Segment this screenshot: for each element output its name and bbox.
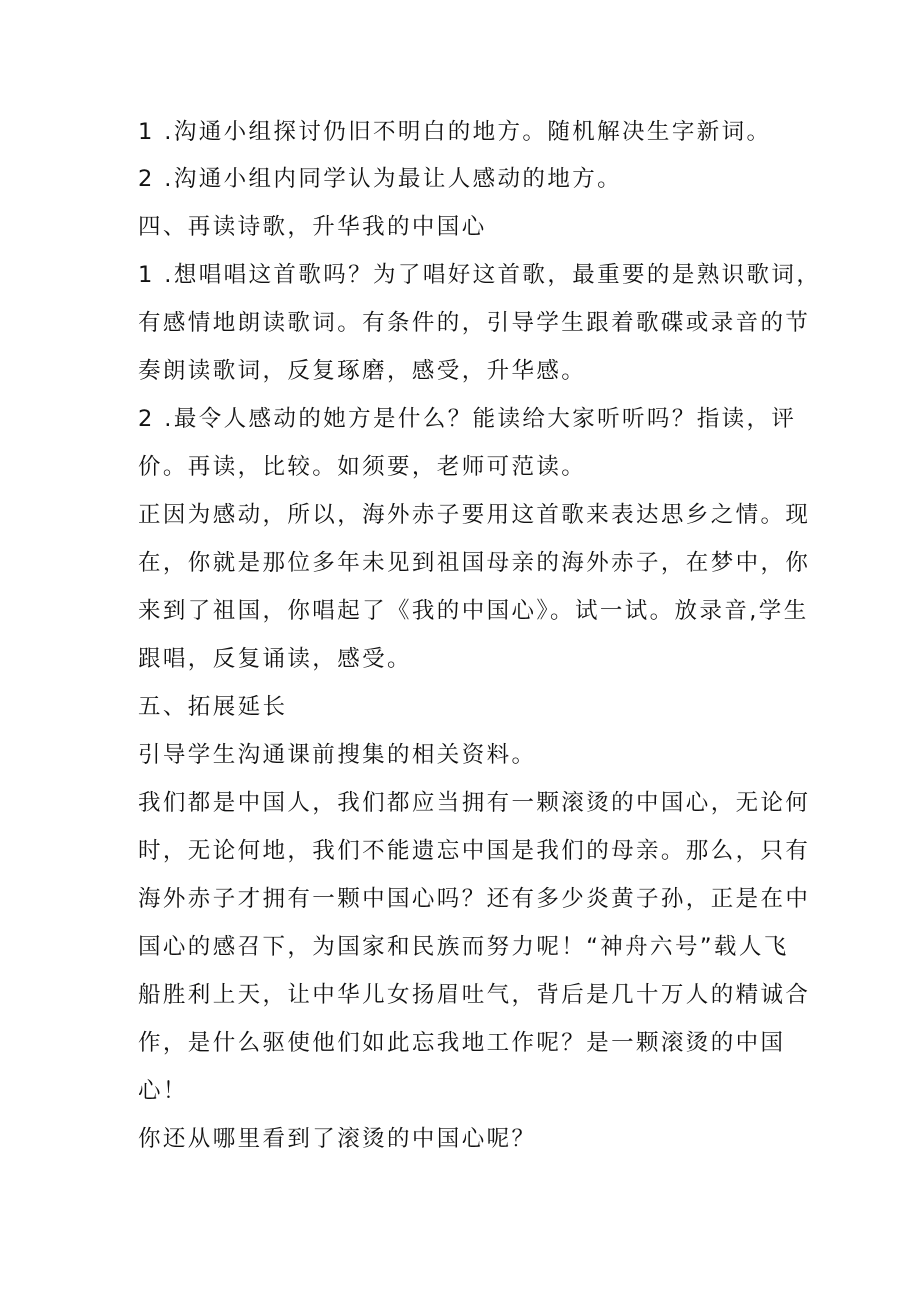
paragraph-line-4: 1 .想唱唱这首歌吗？为了唱好这首歌，最重要的是熟识歌词， [138, 262, 822, 288]
paragraph-line-8: 价。再读，比较。如须要，老师可范读。 [138, 454, 587, 480]
paragraph-line-11: 来到了祖国，你唱起了《我的中国心》。试一试。放录音,学生 [138, 598, 809, 624]
paragraph-line-2: 2 .沟通小组内同学认为最让人感动的地方。 [138, 166, 623, 192]
paragraph-line-21: 心！ [138, 1078, 188, 1104]
paragraph-line-17: 海外赤子才拥有一颗中国心吗？还有多少炎黄子孙，正是在中 [138, 886, 811, 912]
paragraph-line-7: 2 .最令人感动的她方是什么？能读给大家听听吗？指读，评 [138, 406, 797, 432]
paragraph-line-18: 国心的感召下，为国家和民族而努力呢！“神舟六号”载人飞 [138, 934, 789, 960]
paragraph-line-9: 正因为感动，所以，海外赤子要用这首歌来表达思乡之情。现 [138, 502, 811, 528]
paragraph-line-10: 在，你就是那位多年未见到祖国母亲的海外赤子，在梦中，你 [138, 550, 811, 576]
section-heading-5: 五、拓展延长 [138, 694, 288, 720]
paragraph-line-15: 我们都是中国人，我们都应当拥有一颗滚烫的中国心，无论何 [138, 790, 811, 816]
paragraph-line-12: 跟唱，反复诵读，感受。 [138, 646, 412, 672]
section-heading-4: 四、再读诗歌，升华我的中国心 [138, 214, 487, 240]
paragraph-line-5: 有感情地朗读歌词。有条件的，引导学生跟着歌碟或录音的节 [138, 310, 811, 336]
paragraph-line-6: 奏朗读歌词，反复琢磨，感受，升华感。 [138, 358, 587, 384]
paragraph-line-1: 1 .沟通小组探讨仍旧不明白的地方。随机解决生字新词。 [138, 119, 772, 145]
paragraph-line-20: 作，是什么驱使他们如此忘我地工作呢？是一颗滚烫的中国 [138, 1030, 786, 1056]
paragraph-line-16: 时，无论何地，我们不能遗忘中国是我们的母亲。那么，只有 [138, 838, 811, 864]
paragraph-line-22: 你还从哪里看到了滚烫的中国心呢？ [138, 1126, 537, 1152]
paragraph-line-19: 船胜利上天，让中华儿女扬眉吐气，背后是几十万人的精诚合 [138, 982, 811, 1008]
paragraph-line-14: 引导学生沟通课前搜集的相关资料。 [138, 742, 537, 768]
